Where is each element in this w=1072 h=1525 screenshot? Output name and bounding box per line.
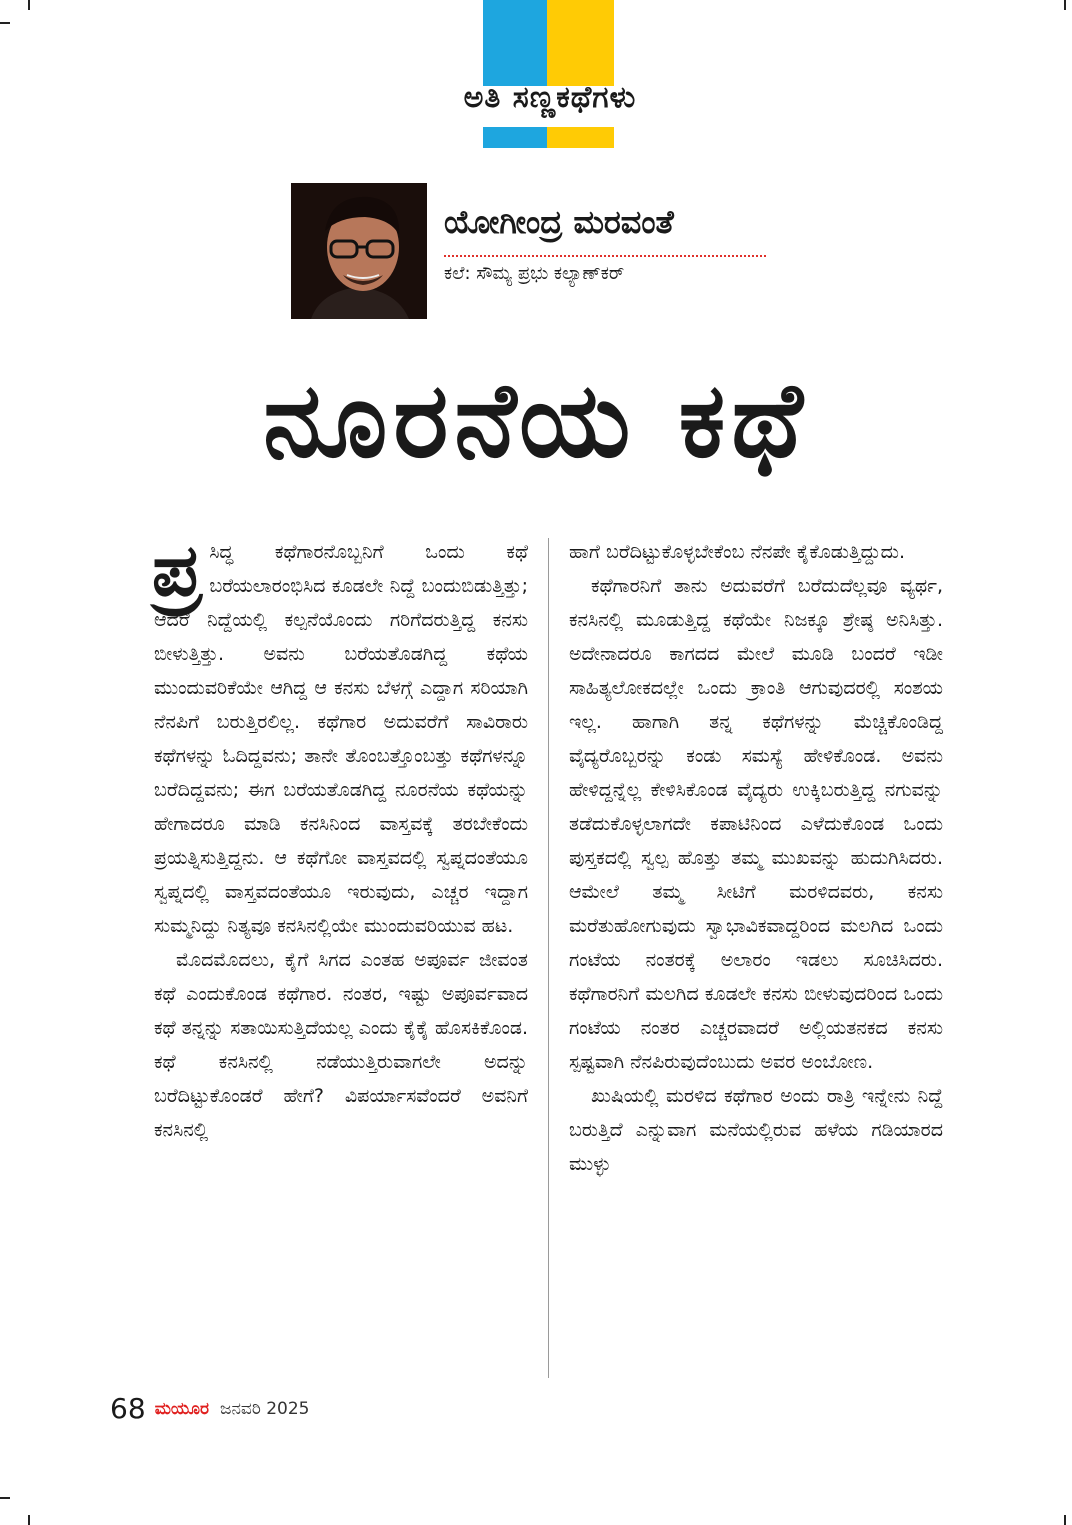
- story-headline: ನೂರನೆಯ ಕಥೆ: [263, 359, 809, 481]
- crop-mark: [1064, 0, 1066, 10]
- paragraph: ಕಥೆಗಾರನಿಗೆ ತಾನು ಅದುವರೆಗೆ ಬರೆದುದೆಲ್ಲವೂ ವ್ಯರ್ಥ, ಕನಸಿನಲ್ಲಿ ಮೂಡುತ್ತಿದ್ದ ಕಥೆಯೇ ನಿಜಕ್ಕೂ ಶ್ರೇಷ್ಠ ಅನಿಸಿತ್ತು. ಅದೇನಾದರೂ ಕಾಗದದ ಮೇಲೆ ಮೂಡಿ ಬಂದರೆ ಇಡೀ ಸಾಹಿತ್ಯಲೋಕದಲ್ಲೇ ಒಂದು ಕ್ರಾಂತಿ ಆಗುವುದರಲ್ಲಿ ಸಂಶಯ ಇಲ್ಲ. ಹಾಗಾಗಿ ತನ್ನ ಕಥೆಗಳನ್ನು ಮೆಚ್ಚಿಕೊಂಡಿದ್ದ ವೈದ್ಯರೊಬ್ಬರನ್ನು ಕಂಡು ಸಮಸ್ಯೆ ಹೇಳಿಕೊಂಡ. ಅವನು ಹೇಳಿದ್ದನ್ನೆಲ್ಲ ಕೇಳಿಸಿಕೊಂಡ ವೈದ್ಯರು ಉಕ್ಕಿಬರುತ್ತಿದ್ದ ನಗುವನ್ನು ತಡೆದುಕೊಳ್ಳಲಾಗದೇ ಕಪಾಟಿನಿಂದ ಎಳೆದುಕೊಂಡ ಒಂದು ಪುಸ್ತಕದಲ್ಲಿ ಸ್ವಲ್ಪ ಹೊತ್ತು ತಮ್ಮ ಮುಖವನ್ನು ಹುದುಗಿಸಿದರು. ಆಮೇಲೆ ತಮ್ಮ ಸೀಟಿಗೆ ಮರಳಿದವರು, ಕನಸು ಮರೆತುಹೋಗುವುದು ಸ್ವಾಭಾವಿಕವಾದ್ದರಿಂದ ಮಲಗಿದ ಒಂದು ಗಂಟೆಯ ನಂತರಕ್ಕೆ ಅಲಾರಂ ಇಡಲು ಸೂಚಿಸಿದರು. ಕಥೆಗಾರನಿಗೆ ಮಲಗಿದ ಕೂಡಲೇ ಕನಸು ಬೀಳುವುದರಿಂದ ಒಂದು ಗಂಟೆಯ ನಂತರ ಎಚ್ಚರವಾದರೆ ಅಲ್ಲಿಯತನಕದ ಕನಸು ಸ್ಪಷ್ಟವಾಗಿ ನೆನಪಿರುವುದೆಂಬುದು ಅವರ ಅಂಬೋಣ.: [569, 575, 943, 1073]
- crop-mark: [1064, 1515, 1066, 1525]
- page-footer: [110, 1392, 309, 1432]
- magazine-logo: ಮಯೂರ: [154, 1398, 209, 1419]
- drop-cap: ಪ್ರ: [152, 528, 202, 612]
- issue-date: ಜನವರಿ 2025: [220, 1398, 310, 1419]
- paragraph: ಮೊದಮೊದಲು, ಕೈಗೆ ಸಿಗದ ಎಂತಹ ಅಪೂರ್ವ ಜೀವಂತ ಕಥೆ ಎಂದುಕೊಂಡ ಕಥೆಗಾರ. ನಂತರ, ಇಷ್ಟು ಅಪೂರ್ವವಾದ ಕಥೆ ತನ್ನನ್ನು ಸತಾಯಿಸುತ್ತಿದೆಯಲ್ಲ ಎಂದು ಕೈಕೈ ಹೊಸಕಿಕೊಂಡ. ಕಥೆ ಕನಸಿನಲ್ಲಿ ನಡೆಯುತ್ತಿರುವಾಗಲೇ ಅದನ್ನು ಬರೆದಿಟ್ಟುಕೊಂಡರೆ ಹೇಗೆ? ವಿಪರ್ಯಾಸವೆಂದರೆ ಅವನಿಗೆ ಕನಸಿನಲ್ಲಿ: [154, 949, 528, 1141]
- crop-mark: [28, 1515, 30, 1525]
- crop-mark: [28, 0, 30, 10]
- author-photo: [291, 183, 427, 319]
- column-divider: [548, 538, 549, 1378]
- banner-yellow-strip: [547, 127, 614, 148]
- banner-yellow-block: [547, 0, 614, 86]
- author-divider: [444, 255, 766, 257]
- paragraph: [152, 528, 528, 943]
- crop-mark: [0, 1497, 10, 1499]
- banner-blue-block: [483, 0, 547, 86]
- article-column-1: [152, 528, 528, 1147]
- crop-mark: [0, 22, 10, 24]
- paragraph-text: ಸಿದ್ಧ ಕಥೆಗಾರನೊಬ್ಬನಿಗೆ ಒಂದು ಕಥೆ ಬರೆಯಲಾರಂಭಿಸಿದ ಕೂಡಲೇ ನಿದ್ದೆ ಬಂದುಬಿಡುತ್ತಿತ್ತು; ಆದರೆ ನಿದ್ದೆಯಲ್ಲಿ ಕಲ್ಪನೆಯೊಂದು ಗರಿಗೆದರುತ್ತಿದ್ದ ಕನಸು ಬೀಳುತ್ತಿತ್ತು. ಅವನು ಬರೆಯತೊಡಗಿದ್ದ ಕಥೆಯ ಮುಂದುವರಿಕೆಯೇ ಆಗಿದ್ದ ಆ ಕನಸು ಬೆಳಗ್ಗೆ ಎದ್ದಾಗ ಸರಿಯಾಗಿ ನೆನಪಿಗೆ ಬರುತ್ತಿರಲಿಲ್ಲ. ಕಥೆಗಾರ ಅದುವರೆಗೆ ಸಾವಿರಾರು ಕಥೆಗಳನ್ನು ಓದಿದ್ದವನು; ತಾನೇ ತೊಂಬತ್ತೊಂಬತ್ತು ಕಥೆಗಳನ್ನೂ ಬರೆದಿದ್ದವನು; ಈಗ ಬರೆಯತೊಡಗಿದ್ದ ನೂರನೆಯ ಕಥೆಯನ್ನು ಹೇಗಾದರೂ ಮಾಡಿ ಕನಸಿನಿಂದ ವಾಸ್ತವಕ್ಕೆ ತರಬೇಕೆಂದು ಪ್ರಯತ್ನಿಸುತ್ತಿದ್ದನು. ಆ ಕಥೆಗೋ ವಾಸ್ತವದಲ್ಲಿ ಸ್ವಪ್ನದಂತೆಯೂ ಸ್ವಪ್ನದಲ್ಲಿ ವಾಸ್ತವದಂತೆಯೂ ಇರುವುದು, ಎಚ್ಚರ ಇದ್ದಾಗ ಸುಮ್ಮನಿದ್ದು ನಿತ್ಯವೂ ಕನಸಿನಲ್ಲಿಯೇ ಮುಂದುವರಿಯುವ ಹಟ.: [154, 541, 528, 937]
- art-credit: ಕಲೆ: ಸೌಮ್ಯ ಪ್ರಭು ಕಲ್ಯಾಣ್‌ಕರ್: [444, 263, 625, 284]
- author-name: ಯೋಗೀಂದ್ರ ಮರವಂತೆ: [444, 203, 674, 241]
- page-number: 68: [110, 1392, 146, 1425]
- banner-blue-strip: [483, 127, 547, 148]
- article-column-2: [569, 535, 943, 1181]
- series-banner: [483, 0, 614, 148]
- paragraph: ಖುಷಿಯಲ್ಲಿ ಮರಳಿದ ಕಥೆಗಾರ ಅಂದು ರಾತ್ರಿ ಇನ್ನೇನು ನಿದ್ದೆ ಬರುತ್ತಿದೆ ಎನ್ನುವಾಗ ಮನೆಯಲ್ಲಿರುವ ಹಳೆಯ ಗಡಿಯಾರದ ಮುಳ್ಳು: [569, 1085, 943, 1175]
- paragraph: ಹಾಗೆ ಬರೆದಿಟ್ಟುಕೊಳ್ಳಬೇಕೆಂಬ ನೆನಪೇ ಕೈಕೊಡುತ್ತಿದ್ದುದು.: [569, 541, 906, 563]
- series-title: ಅತಿ ಸಣ್ಣಕಥೆಗಳು: [463, 80, 637, 115]
